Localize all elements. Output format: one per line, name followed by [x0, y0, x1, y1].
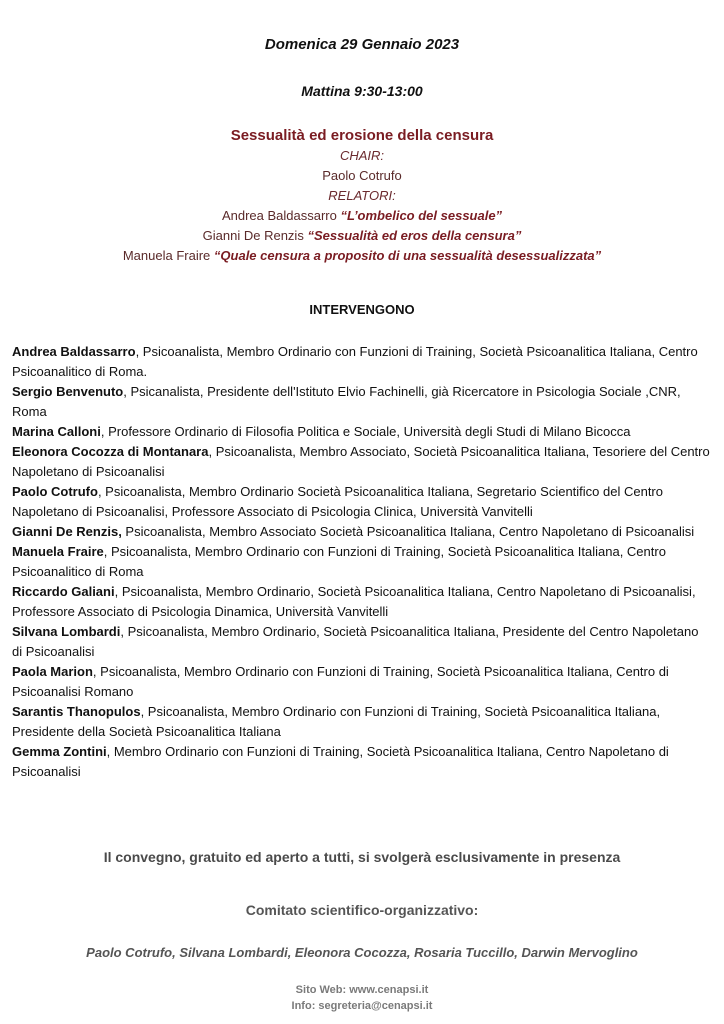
speaker-name: Andrea Baldassarro	[221, 208, 337, 223]
participant-entry	[12, 482, 712, 522]
participant-entry	[12, 422, 712, 442]
event-date: Domenica 29 Gennaio 2023	[264, 36, 460, 53]
participant-description: , Psicoanalista, Membro Ordinario, Società Psicoanalitica Italiana, Centro Napoletano di Psicoanalisi, Professore Associato di Psicologia Dinamica, Università Vanvitelli	[12, 584, 696, 619]
participant-description: , Psicoanalista, Membro Ordinario con Funzioni di Training, Società Psicoanalitica Italiana, Centro di Psicoanalisi Romano	[12, 664, 669, 699]
participant-name: Manuela Fraire	[12, 544, 104, 559]
participant-name: Eleonora Cocozza di Montanara	[12, 444, 209, 459]
participant-description: , Psicoanalista, Membro Ordinario Società Psicoanalitica Italiana, Segretario Scientifico del Centro Napoletano di Psicoanalisi, Professore Associato di Psicologia Clinica, Università Vanvitelli	[12, 484, 663, 519]
speakers-label: RELATORI:	[328, 188, 396, 203]
attendance-notice: Il convegno, gratuito ed aperto a tutti, si svolgerà esclusivamente in presenza	[103, 849, 621, 865]
chair-label: CHAIR:	[339, 148, 385, 163]
participant-description: , Psicoanalista, Membro Ordinario, Società Psicoanalitica Italiana, Presidente del Centro Napoletano di Psicoanalisi	[12, 624, 699, 659]
participant-description: , Psicanalista, Presidente dell'Istituto Elvio Fachinelli, già Ricercatore in Psicologia Sociale ,CNR, Roma	[12, 384, 681, 419]
website-link[interactable]: Sito Web: www.cenapsi.it	[295, 984, 429, 996]
participant-name: Paolo Cotrufo	[12, 484, 98, 499]
participant-description: , Membro Ordinario con Funzioni di Training, Società Psicoanalitica Italiana, Centro Napoletano di Psicoanalisi	[12, 744, 669, 779]
participant-description: Psicoanalista, Membro Associato Società Psicoanalitica Italiana, Centro Napoletano di Psicoanalisi	[121, 524, 695, 539]
session-title: Sessualità ed erosione della censura	[230, 127, 494, 144]
participant-name: Gemma Zontini	[12, 744, 107, 759]
participant-name: Riccardo Galiani	[12, 584, 115, 599]
talk-title: “L’ombelico del sessuale”	[340, 208, 503, 223]
participant-entry	[12, 662, 712, 702]
speaker-line	[0, 246, 724, 266]
participant-name: Paola Marion	[12, 664, 93, 679]
committee-title: Comitato scientifico-organizzativo:	[245, 902, 479, 918]
participant-name: Andrea Baldassarro	[12, 344, 136, 359]
speaker-name: Gianni De Renzis	[202, 228, 304, 243]
participant-entry	[12, 742, 712, 782]
participant-description: , Professore Ordinario di Filosofia Politica e Sociale, Università degli Studi di Milano Bicocca	[100, 424, 631, 439]
participant-entry	[12, 702, 712, 742]
contacts-block	[0, 982, 724, 1014]
speaker-name: Manuela Fraire	[122, 248, 211, 263]
committee-names: Paolo Cotrufo, Silvana Lombardi, Eleonora Cocozza, Rosaria Tuccillo, Darwin Mervoglino	[86, 945, 638, 960]
speaker-line	[0, 226, 724, 246]
chair-name: Paolo Cotrufo	[322, 168, 402, 183]
participants-heading: INTERVENGONO	[309, 302, 415, 317]
talk-title: “Sessualità ed eros della censura”	[307, 228, 522, 243]
participant-entry	[12, 522, 712, 542]
event-time: Mattina 9:30-13:00	[301, 83, 423, 99]
participant-description: , Psicoanalista, Membro Ordinario con Funzioni di Training, Società Psicoanalitica Italiana, Presidente della Società Psicoanalitica Italiana	[12, 704, 661, 739]
participant-entry	[12, 442, 712, 482]
participant-entry	[12, 382, 712, 422]
email-link[interactable]: Info: segreteria@cenapsi.it	[291, 1000, 433, 1012]
participant-entry	[12, 582, 712, 622]
participant-name: Gianni De Renzis,	[12, 524, 122, 539]
participant-entry	[12, 342, 712, 382]
participant-entry	[12, 542, 712, 582]
session-block	[0, 126, 724, 266]
participant-name: Silvana Lombardi	[12, 624, 121, 639]
participant-description: , Psicoanalista, Membro Ordinario con Funzioni di Training, Società Psicoanalitica Italiana, Centro Psicoanalitico di Roma	[12, 544, 666, 579]
participants-list	[12, 342, 712, 782]
participant-name: Sarantis Thanopulos	[12, 704, 141, 719]
participant-name: Marina Calloni	[12, 424, 101, 439]
participant-name: Sergio Benvenuto	[12, 384, 124, 399]
participant-description: , Psicoanalista, Membro Ordinario con Funzioni di Training, Società Psicoanalitica Italiana, Centro Psicoanalitico di Roma.	[12, 344, 698, 379]
participant-entry	[12, 622, 712, 662]
participant-description: , Psicoanalista, Membro Associato, Società Psicoanalitica Italiana, Tesoriere del Centro Napoletano di Psicoanalisi	[12, 444, 710, 479]
talk-title: “Quale censura a proposito di una sessualità desessualizzata”	[213, 248, 602, 263]
speaker-line	[0, 206, 724, 226]
